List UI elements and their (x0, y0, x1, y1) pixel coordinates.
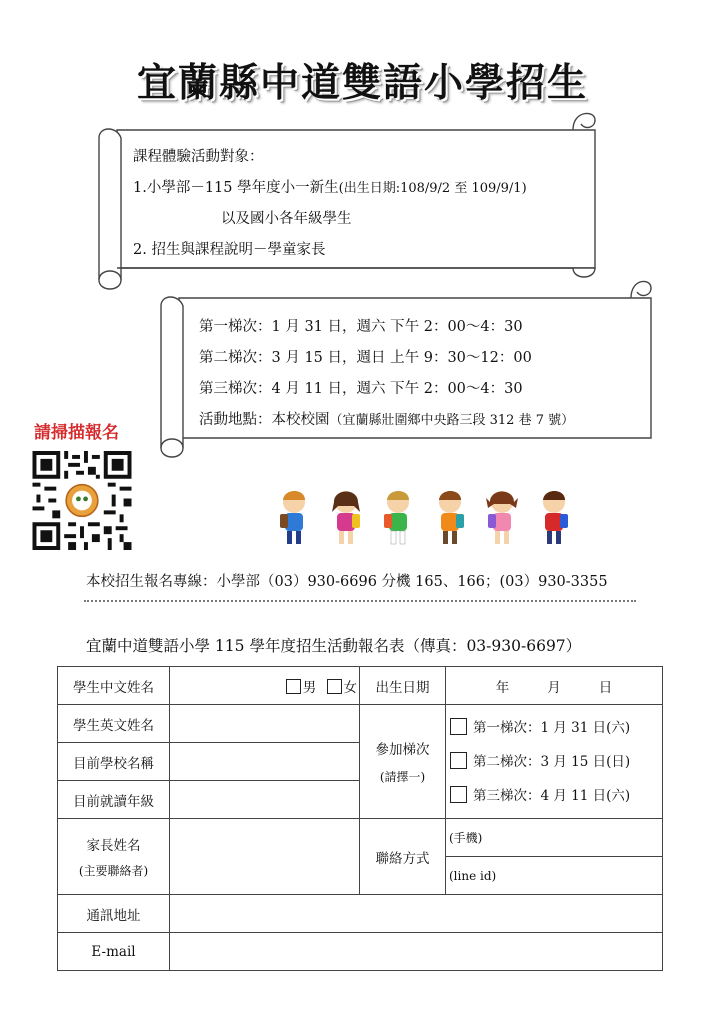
audience-item-1-extra: 以及國小各年級學生 (221, 211, 352, 227)
address-field[interactable] (170, 895, 663, 933)
audience-item-1: 1.小學部－115 學年度小一新生 (133, 180, 339, 196)
audience-item-2: 2. 招生與課程說明－學童家長 (133, 242, 326, 258)
birth-date-label: 出生日期 (360, 667, 446, 705)
schedule-session-1: 第一梯次：1 月 31 日，週六 下午 2：00～4：30 (199, 319, 523, 335)
grade-field[interactable] (170, 781, 360, 819)
birth-date-field[interactable] (446, 667, 663, 705)
session-2-checkbox[interactable] (450, 752, 467, 769)
female-label: 女 (343, 679, 357, 696)
scan-to-register-label: 請掃描報名 (34, 423, 119, 443)
birth-year-label: 年 (495, 679, 510, 696)
english-name-field[interactable] (170, 705, 360, 743)
schedule-scroll (157, 278, 657, 463)
enrollment-hotline: 本校招生報名專線：小學部（03）930-6696 分機 165、166；(03）930-3355 (86, 574, 608, 590)
page-title: 宜蘭縣中道雙語小學招生 (136, 61, 588, 106)
session-option-2[interactable] (446, 745, 662, 779)
audience-birth-range: (出生日期:108/9/2 至 109/9/1) (338, 181, 527, 196)
female-checkbox[interactable] (327, 679, 342, 694)
parent-name-note: (主要聯絡者) (78, 864, 149, 878)
cut-line-divider (84, 600, 636, 602)
session-1-label: 第一梯次：1 月 31 日(六) (473, 719, 631, 736)
parent-name-field[interactable] (170, 819, 360, 895)
birth-month-label: 月 (547, 679, 561, 696)
email-label: E-mail (58, 933, 170, 971)
session-label: 參加梯次 (375, 742, 430, 758)
registration-qr-code[interactable] (31, 451, 133, 550)
registration-form-table (57, 666, 663, 971)
chinese-name-field[interactable] (170, 667, 360, 705)
target-audience-scroll (95, 108, 600, 293)
session-options-cell (446, 705, 663, 819)
session-choice-cell (360, 705, 446, 819)
session-2-label: 第二梯次：3 月 15 日(日) (473, 753, 631, 770)
english-name-label: 學生英文姓名 (58, 705, 170, 743)
school-name-field[interactable] (170, 743, 360, 781)
line-id-label: (line id) (449, 868, 497, 883)
line-id-field[interactable] (446, 857, 663, 895)
birth-day-label: 日 (598, 679, 613, 696)
audience-heading: 課程體驗活動對象： (133, 149, 264, 165)
contact-method-label: 聯絡方式 (360, 819, 446, 895)
session-3-checkbox[interactable] (450, 786, 467, 803)
address-label: 通訊地址 (58, 895, 170, 933)
session-option-1[interactable] (446, 711, 662, 745)
chinese-name-label: 學生中文姓名 (58, 667, 170, 705)
email-field[interactable] (170, 933, 663, 971)
schedule-session-3: 第三梯次：4 月 11 日，週六 下午 2：00～4：30 (199, 381, 523, 397)
mobile-field[interactable] (446, 819, 663, 857)
session-note: (請擇一) (379, 770, 426, 784)
session-3-label: 第三梯次：4 月 11 日(六) (473, 787, 631, 804)
venue-label: 活動地點：本校校園 (199, 412, 330, 428)
session-option-3[interactable] (446, 779, 662, 813)
parent-name-label: 家長姓名 (86, 838, 141, 854)
venue-address: （宜蘭縣壯圍鄉中央路三段 312 巷 7 號） (329, 413, 575, 428)
male-label: 男 (302, 679, 317, 696)
children-walking-illustration (270, 488, 590, 550)
parent-name-cell (58, 819, 170, 895)
school-name-label: 目前學校名稱 (58, 743, 170, 781)
grade-label: 目前就讀年級 (58, 781, 170, 819)
registration-form-title: 宜蘭中道雙語小學 115 學年度招生活動報名表（傳真：03-930-6697） (86, 637, 582, 655)
session-1-checkbox[interactable] (450, 718, 467, 735)
male-checkbox[interactable] (286, 679, 301, 694)
mobile-label: (手機) (449, 831, 483, 845)
schedule-session-2: 第二梯次：3 月 15 日，週日 上午 9：30～12：00 (199, 350, 532, 366)
